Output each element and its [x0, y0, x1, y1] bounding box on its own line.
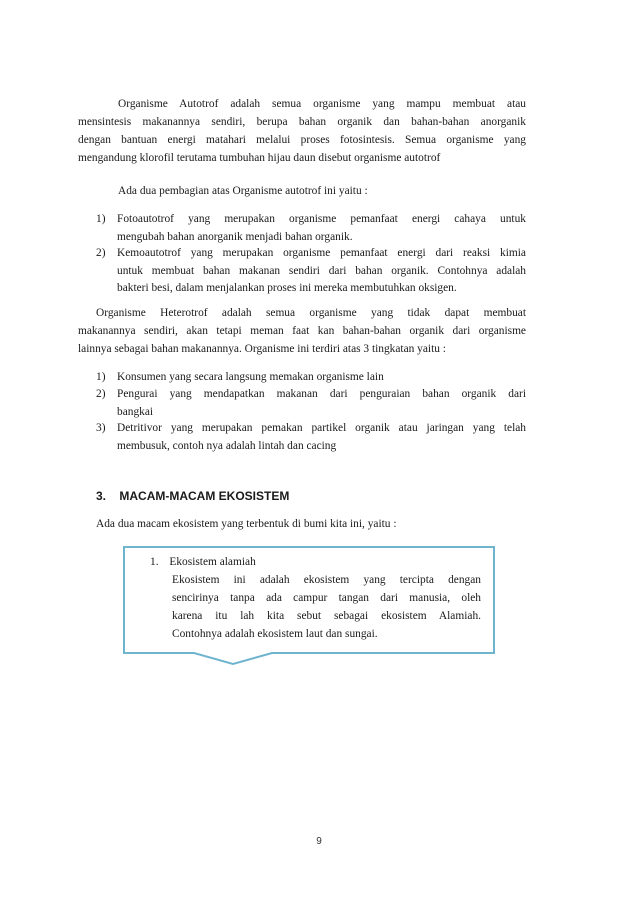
text-line: Ekosistem ini adalah ekosistem yang tercipta dengan	[172, 574, 481, 586]
text-line: Pengurai yang mendapatkan makanan dari penguraian bahan organik dari	[117, 388, 526, 400]
text-line: bakteri besi, dalam menjalankan proses ini mereka membutuhkan oksigen.	[117, 282, 457, 295]
text-line: mengubah bahan anorganik menjadi bahan organik.	[117, 230, 353, 243]
text-line: lainnya sebagai bahan makanannya. Organisme ini terdiri atas 3 tingkatan yaitu :	[78, 343, 446, 355]
list-number: 2)	[96, 388, 106, 400]
list-number: 1)	[96, 371, 106, 383]
section-number: 3.	[96, 489, 107, 503]
section-title: MACAM-MACAM EKOSISTEM	[119, 489, 290, 503]
text-line: Kemoautotrof yang merupakan organisme pemanfaat energi dari reaksi kimia	[117, 247, 526, 259]
text-line: sencirinya tanpa ada campur tangan dari manusia, oleh	[172, 592, 481, 604]
text-line: Organisme Heterotrof adalah semua organisme yang tidak dapat membuat	[96, 307, 526, 319]
autotrof-intro: Ada dua pembagian atas Organisme autotrof ini yaitu :	[118, 185, 368, 197]
text-line: Fotoautotrof yang merupakan organisme pemanfaat energi cahaya untuk	[117, 213, 526, 225]
list-number: 2)	[96, 247, 106, 259]
text-line: Organisme Autotrof adalah semua organisme yang mampu membuat atau	[118, 98, 526, 110]
text-line: untuk membuat bahan makanan sendiri dari bahan organik. Contohnya adalah	[117, 264, 526, 277]
text-line: makanannya sendiri, akan tetapi meman faat kan bahan-bahan organik dari organisme	[78, 325, 526, 337]
text-line: dengan bantuan energi matahari melalui proses fotosintesis. Semua organisme yang	[78, 134, 526, 146]
text-line: mengandung klorofil terutama tumbuhan hijau daun disebut organisme autotrof	[78, 152, 441, 164]
text-line: karena itu lah kita sebut sebagai ekosistem Alamiah.	[172, 610, 481, 622]
list-number: 3)	[96, 422, 106, 434]
callout-title: Ekosistem alamiah	[169, 556, 256, 568]
callout-number: 1.	[150, 556, 159, 568]
text-line: membusuk, contoh nya adalah lintah dan cacing	[117, 439, 337, 452]
section-intro: Ada dua macam ekosistem yang terbentuk di bumi kita ini, yaitu :	[96, 518, 397, 530]
page-number: 9	[316, 836, 322, 847]
text-line: Contohnya adalah ekosistem laut dan sungai.	[172, 628, 378, 640]
text-line: Detritivor yang merupakan pemakan partikel organik atau jaringan yang telah	[117, 422, 526, 434]
text-line: Konsumen yang secara langsung memakan organisme lain	[117, 371, 384, 383]
text-line: bangkai	[117, 405, 154, 418]
list-number: 1)	[96, 213, 106, 225]
text-line: mensintesis makanannya sendiri, berupa bahan organik dan bahan-bahan anorganik	[78, 116, 526, 128]
callout-title-line	[150, 554, 256, 572]
